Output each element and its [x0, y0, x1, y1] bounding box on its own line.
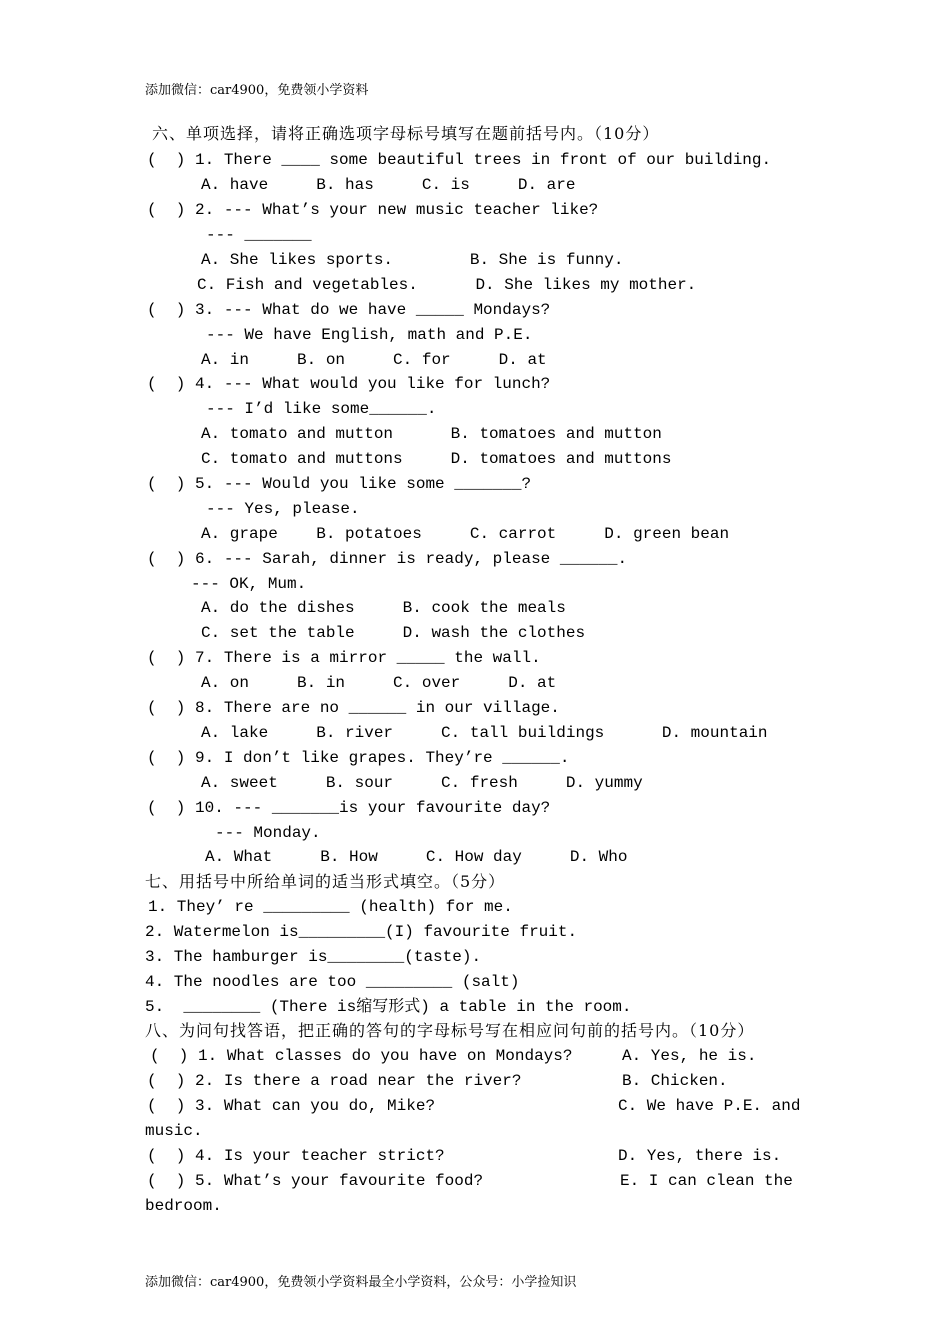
answer-line: --- I’d like some______.: [206, 400, 437, 418]
question-line: ( ) 6. --- Sarah, dinner is ready, please ______.: [147, 550, 628, 568]
fill-in-line: 3. The hamburger is________(taste).: [145, 948, 482, 966]
answer-line: --- Monday.: [215, 824, 321, 842]
options-line: A. She likes sports. B. She is funny.: [201, 251, 624, 269]
options-line: A. What B. How C. How day D. Who: [205, 848, 628, 866]
question-line: ( ) 9. I don’t like grapes. They’re ______.: [147, 749, 570, 767]
match-question: ( ) 1. What classes do you have on Mondays?: [150, 1047, 573, 1065]
page-header: 添加微信：car4900，免费领小学资料: [145, 83, 369, 98]
question-line: ( ) 1. There ____ some beautiful trees in front of our building.: [147, 151, 772, 169]
match-answer-continued: bedroom.: [145, 1197, 222, 1215]
page-footer: 添加微信：car4900，免费领小学资料最全小学资料，公众号：小学捡知识: [145, 1275, 577, 1290]
section-6-title: 六、单项选择，请将正确选项字母标号填写在题前括号内。（10分）: [152, 124, 660, 143]
options-line: C. tomato and muttons D. tomatoes and muttons: [201, 450, 672, 468]
match-answer: B. Chicken.: [622, 1072, 728, 1090]
options-line: A. on B. in C. over D. at: [201, 674, 557, 692]
options-line: A. have B. has C. is D. are: [201, 176, 576, 194]
match-answer: A. Yes, he is.: [622, 1047, 757, 1065]
fill-in-line: 2. Watermelon is_________(I) favourite fruit.: [145, 923, 578, 941]
match-answer: E. I can clean the: [620, 1172, 793, 1190]
options-line: A. in B. on C. for D. at: [201, 351, 547, 369]
options-line: A. grape B. potatoes C. carrot D. green bean: [201, 525, 730, 543]
section-8-title: 八、为问句找答语，把正确的答句的字母标号写在相应问句前的括号内。（10分）: [145, 1021, 755, 1040]
fill-in-line: 5. ________ (There is缩写形式) a table in the room.: [145, 998, 632, 1016]
question-line: ( ) 2. --- What’s your new music teacher like?: [147, 201, 599, 219]
match-question: ( ) 4. Is your teacher strict?: [147, 1147, 445, 1165]
fill-in-line: 1. They’ re _________ (health) for me.: [148, 898, 513, 916]
options-line: A. tomato and mutton B. tomatoes and mutton: [201, 425, 662, 443]
question-line: ( ) 3. --- What do we have _____ Mondays?: [147, 301, 551, 319]
match-question: ( ) 5. What’s your favourite food?: [147, 1172, 484, 1190]
section-7-title: 七、用括号中所给单词的适当形式填空。（5分）: [145, 872, 506, 891]
options-line: A. do the dishes B. cook the meals: [201, 599, 566, 617]
question-line: ( ) 8. There are no ______ in our village.: [147, 699, 560, 717]
question-line: ( ) 10. --- _______is your favourite day?: [147, 799, 551, 817]
match-answer-continued: music.: [145, 1122, 203, 1140]
options-line: C. Fish and vegetables. D. She likes my mother.: [197, 276, 697, 294]
answer-line: --- OK, Mum.: [191, 575, 307, 593]
options-line: A. lake B. river C. tall buildings D. mountain: [201, 724, 768, 742]
options-line: A. sweet B. sour C. fresh D. yummy: [201, 774, 643, 792]
question-line: ( ) 7. There is a mirror _____ the wall.: [147, 649, 541, 667]
question-line: ( ) 4. --- What would you like for lunch?: [147, 375, 551, 393]
match-question: ( ) 2. Is there a road near the river?: [147, 1072, 522, 1090]
answer-line: --- We have English, math and P.E.: [206, 326, 533, 344]
match-question: ( ) 3. What can you do, Mike?: [147, 1097, 436, 1115]
question-line: ( ) 5. --- Would you like some _______?: [147, 475, 532, 493]
options-line: C. set the table D. wash the clothes: [201, 624, 586, 642]
fill-in-line: 4. The noodles are too _________ (salt): [145, 973, 520, 991]
answer-line: --- Yes, please.: [206, 500, 360, 518]
match-answer: D. Yes, there is.: [618, 1147, 782, 1165]
answer-line: --- _______: [206, 226, 312, 244]
match-answer: C. We have P.E. and: [618, 1097, 801, 1115]
